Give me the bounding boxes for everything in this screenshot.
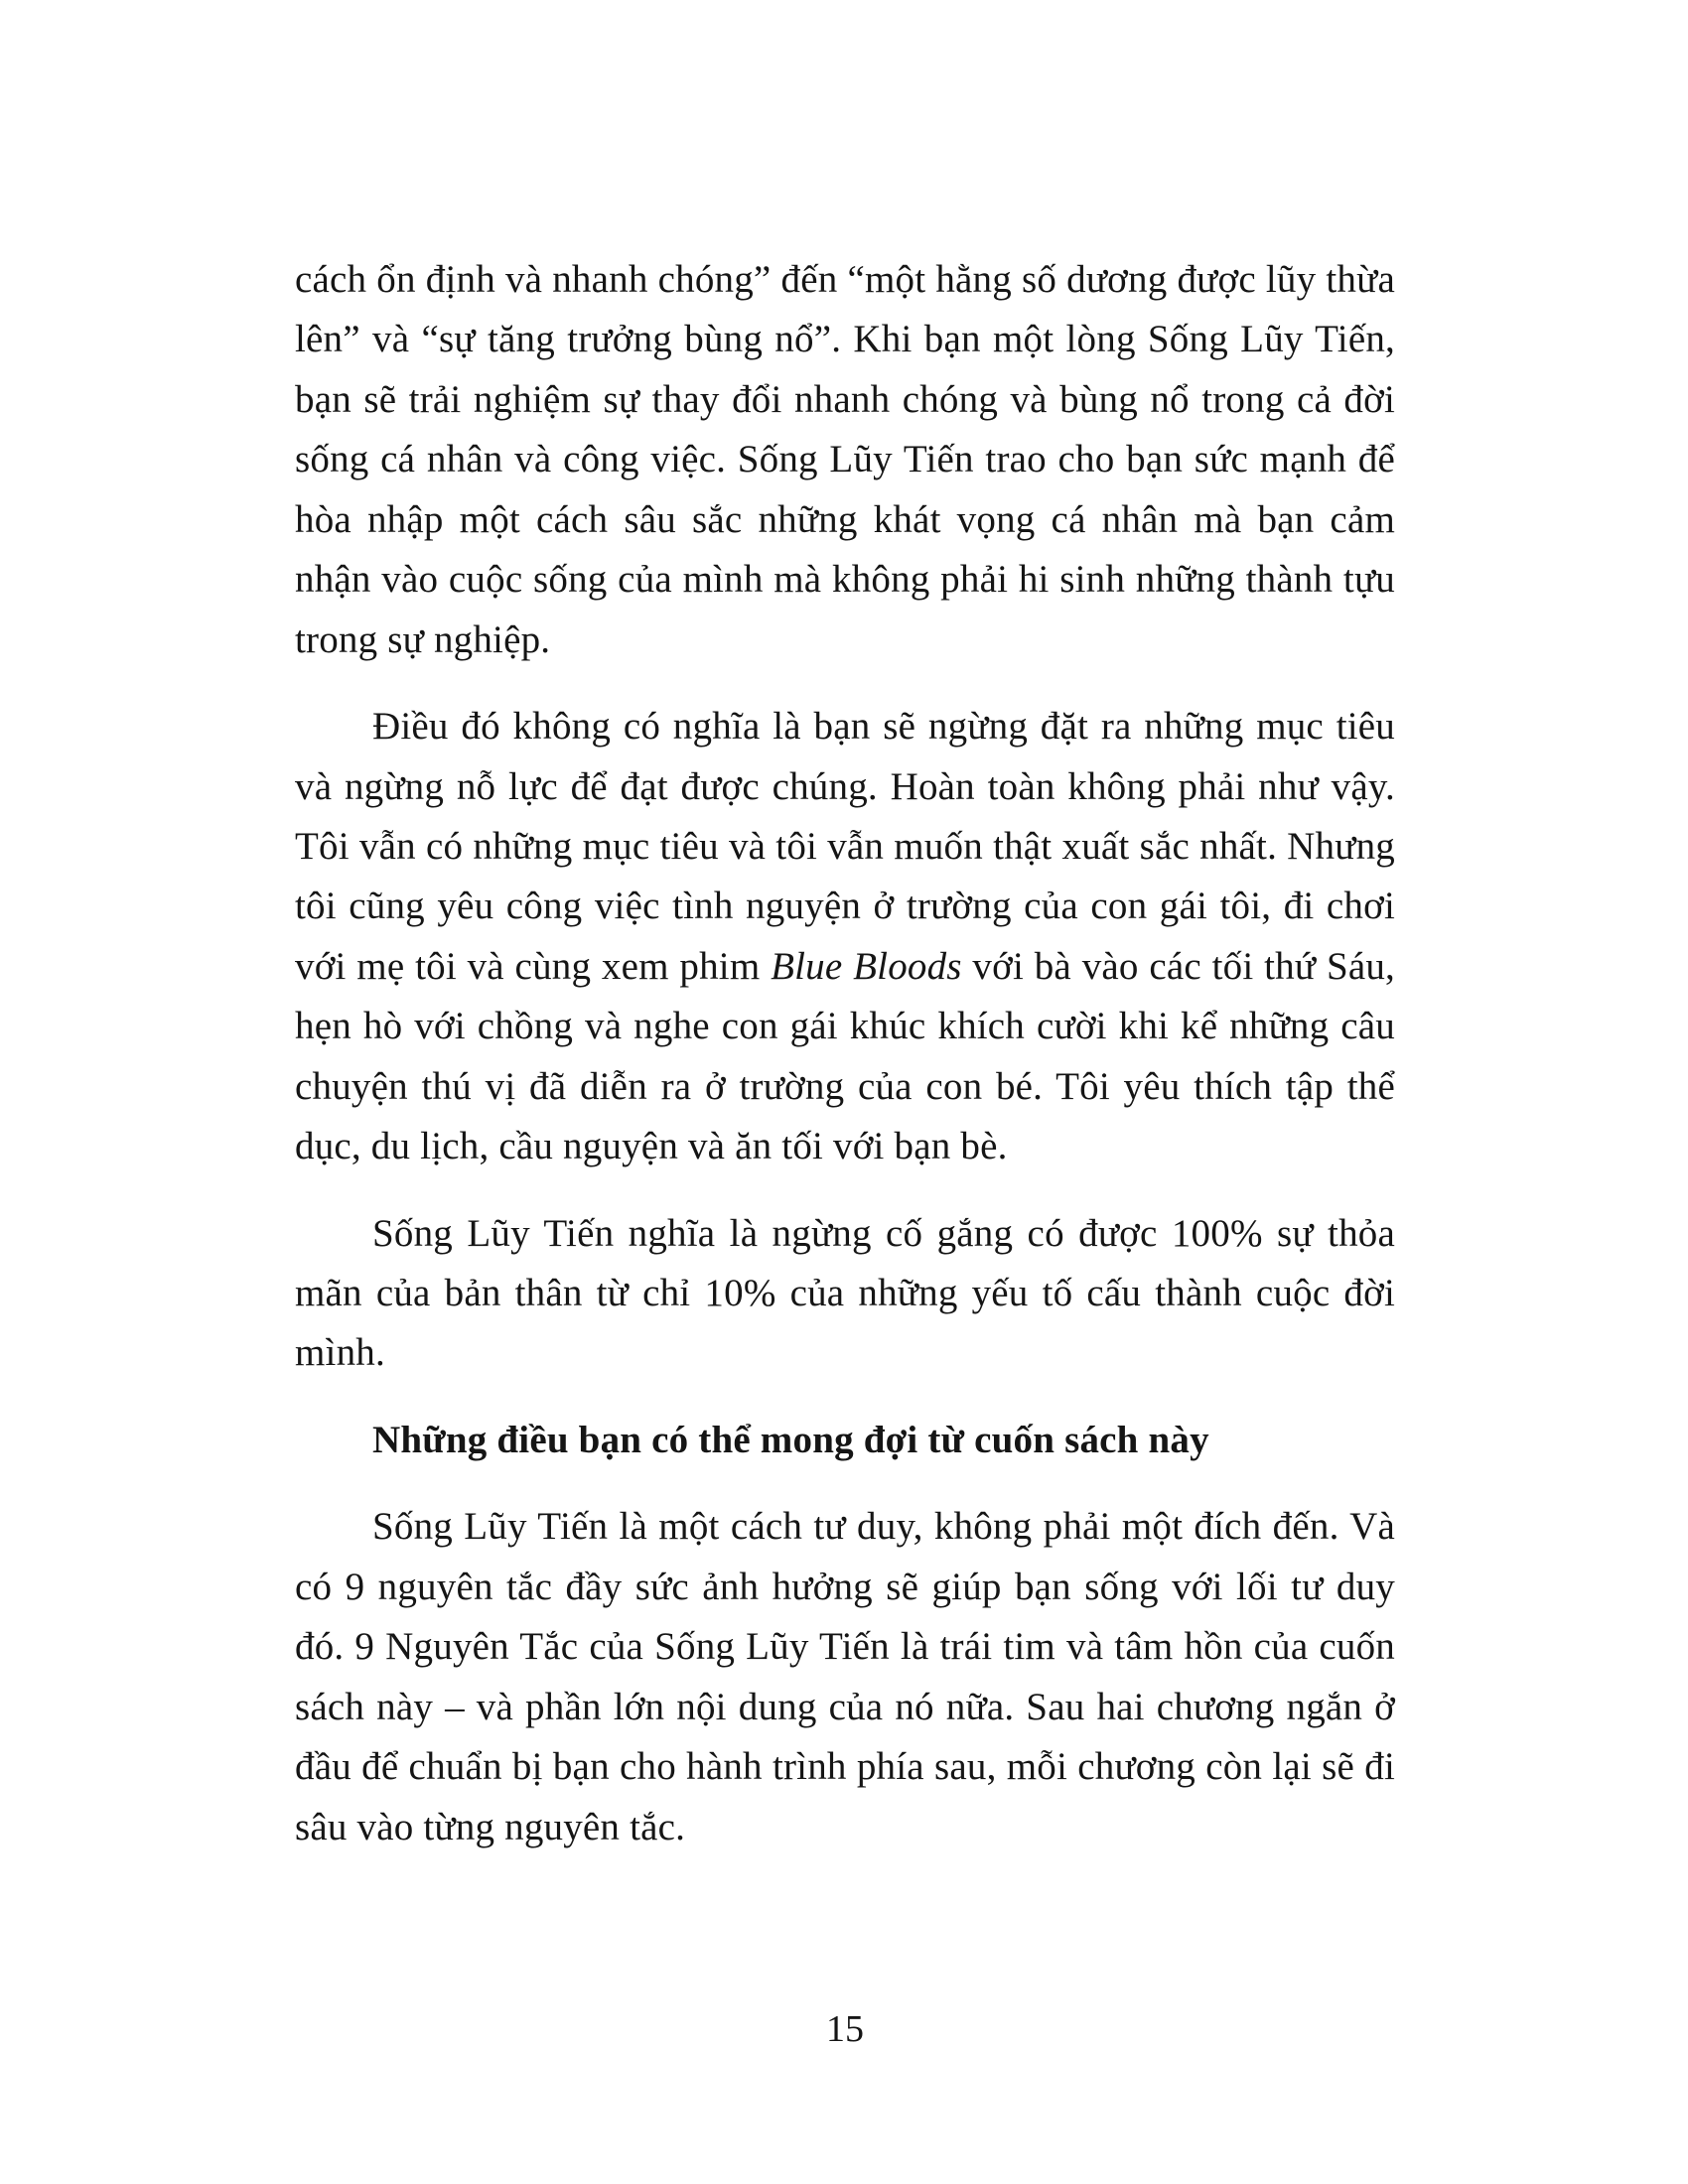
text-block xyxy=(295,250,1395,1884)
paragraph-text: với bà vào các tối thứ Sáu, hẹn hò với chồng và nghe con gái khúc khích cười khi kể những câu chuyện thú vị đã diễn ra ở trường của con bé. Tôi yêu thích tập thể dục, du lịch, cầu nguyện và ăn tối với bạn bè. xyxy=(295,944,1395,1168)
section-heading: Những điều bạn có thể mong đợi từ cuốn sách này xyxy=(372,1418,1209,1461)
paragraph: Sống Lũy Tiến là một cách tư duy, không phải một đích đến. Và có 9 nguyên tắc đầy sức ảnh hưởng sẽ giúp bạn sống với lối tư duy đó. 9 Nguyên Tắc của Sống Lũy Tiến là trái tim và tâm hồn của cuốn sách này – và phần lớn nội dung của nó nữa. Sau hai chương ngắn ở đầu để chuẩn bị bạn cho hành trình phía sau, mỗi chương còn lại sẽ đi sâu vào từng nguyên tắc. xyxy=(295,1505,1395,1848)
paragraph-continuation: cách ổn định và nhanh chóng” đến “một hằng số dương được lũy thừa lên” và “sự tăng trưởng bùng nổ”. Khi bạn một lòng Sống Lũy Tiến, bạn sẽ trải nghiệm sự thay đổi nhanh chóng và bùng nổ trong cả đời sống cá nhân và công việc. Sống Lũy Tiến trao cho bạn sức mạnh để hòa nhập một cách sâu sắc những khát vọng cá nhân mà bạn cảm nhận vào cuộc sống của mình mà không phải hi sinh những thành tựu trong sự nghiệp. xyxy=(295,258,1395,661)
paragraph: Sống Lũy Tiến nghĩa là ngừng cố gắng có được 100% sự thỏa mãn của bản thân từ chỉ 10% của những yếu tố cấu thành cuộc đời mình. xyxy=(295,1211,1395,1375)
paragraph xyxy=(295,697,1395,1177)
paragraph-text: Điều đó không có nghĩa là bạn sẽ ngừng đặt ra những mục tiêu và ngừng nỗ lực để đạt được chúng. Hoàn toàn không phải như vậy. Tôi vẫn có những mục tiêu và tôi vẫn muốn thật xuất sắc nhất. Nhưng tôi cũng yêu công việc tình nguyện ở trường của con gái tôi, đi chơi với mẹ tôi và cùng xem phim xyxy=(295,705,1395,988)
page-number: 15 xyxy=(826,2008,864,2050)
movie-title-italic: Blue Bloods xyxy=(771,944,962,988)
